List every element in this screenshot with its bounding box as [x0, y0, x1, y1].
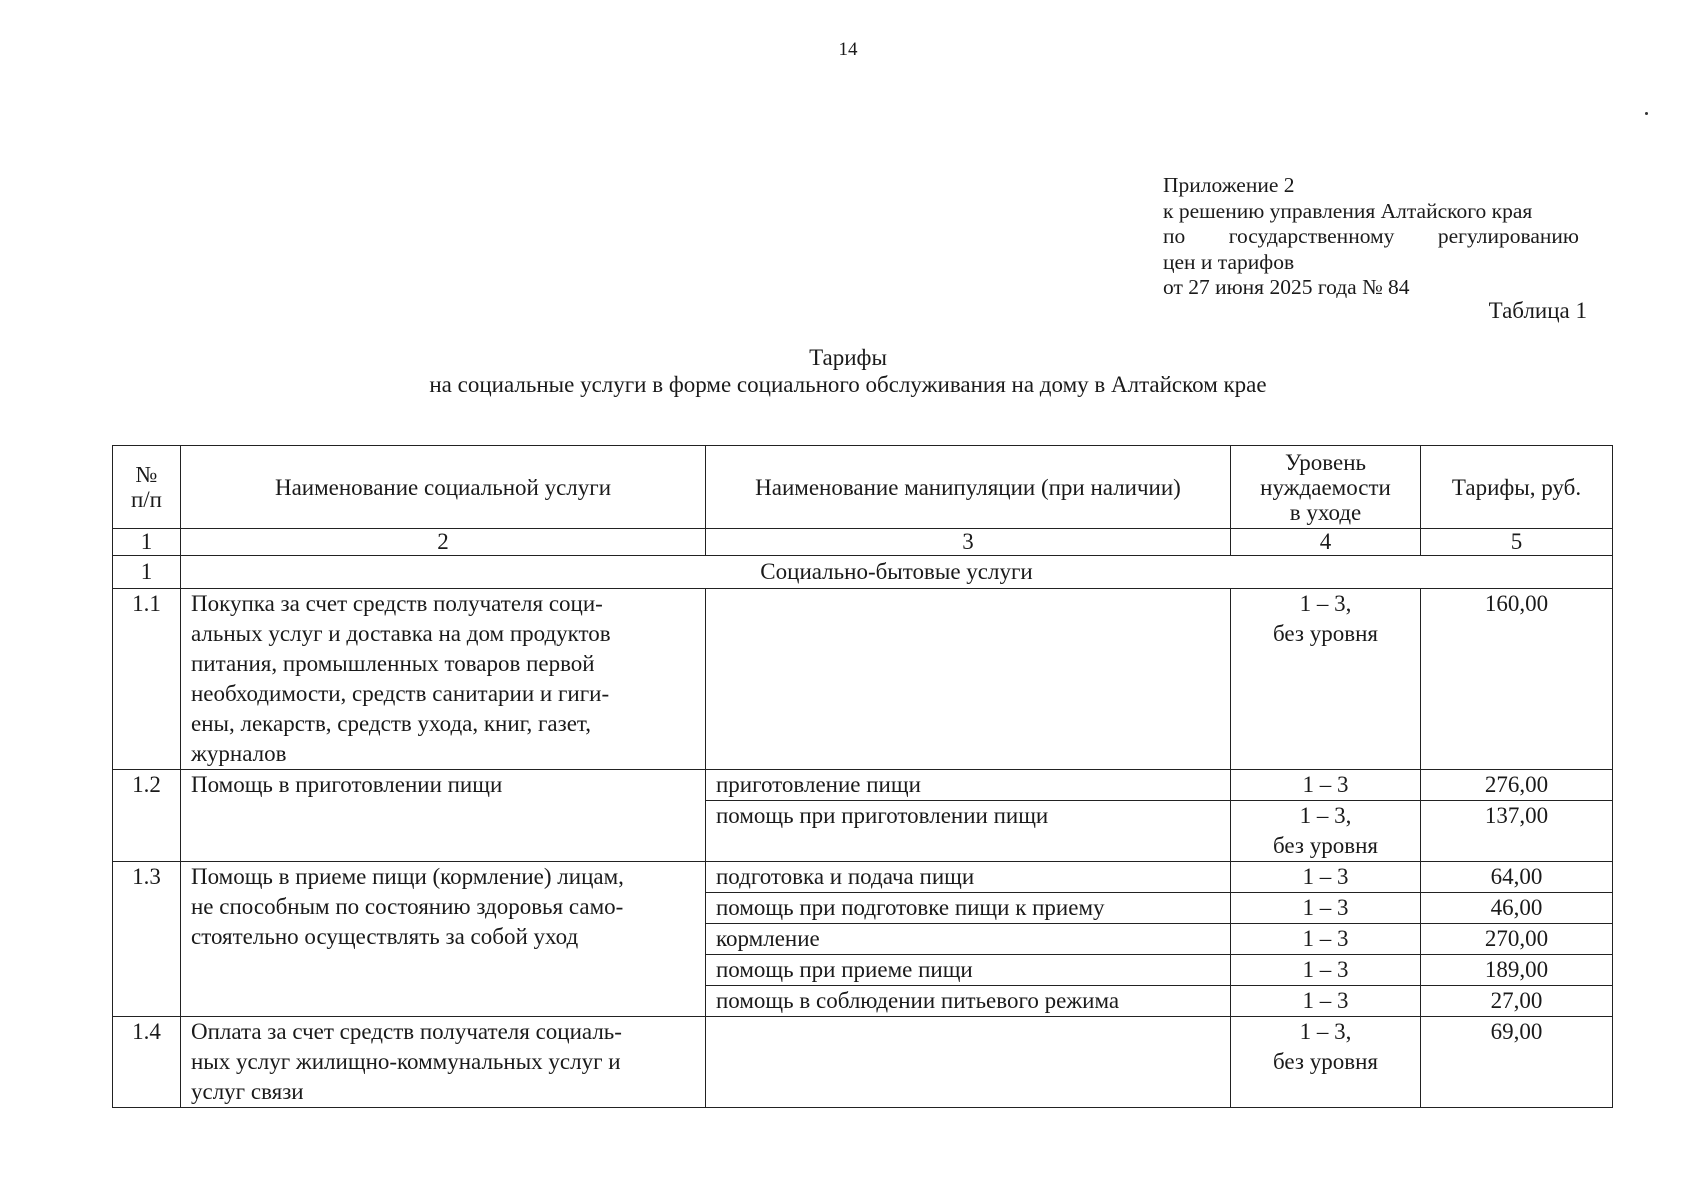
title-line-1: Тарифы: [809, 345, 887, 370]
tariff-value: 69,00: [1421, 1017, 1613, 1108]
appendix-block: [1163, 173, 1579, 301]
header-manipulation: Наименование манипуляции (при наличии): [706, 446, 1231, 529]
tariff-value: 64,00: [1421, 862, 1613, 893]
appendix-line-2: к решению управления Алтайского края: [1163, 198, 1533, 223]
manipulation-name: кормление: [706, 924, 1231, 955]
service-name: Помощь в приготовлении пищи: [181, 770, 706, 862]
need-level: 1 – 3: [1231, 893, 1421, 924]
table-header-row: [113, 446, 1613, 529]
header-level: Уровень нуждаемости в уходе: [1231, 446, 1421, 529]
tariff-value: 46,00: [1421, 893, 1613, 924]
need-level: 1 – 3, без уровня: [1231, 1017, 1421, 1108]
section-row: [113, 556, 1613, 589]
service-name: Покупка за счет средств получателя соци- альных услуг и доставка на дом продуктов питания, промышленных товаров первой необходимости, средств санитарии и гиги- ены, лекарств, средств ухода, книг, газет, журналов: [181, 589, 706, 770]
section-num: 1: [113, 556, 181, 589]
manipulation-name: помощь при приготовлении пищи: [706, 801, 1231, 862]
manipulation-name: [706, 589, 1231, 770]
manipulation-name: помощь в соблюдении питьевого режима: [706, 986, 1231, 1017]
row-num: 1.1: [113, 589, 181, 770]
tariff-value: 160,00: [1421, 589, 1613, 770]
tariff-value: 137,00: [1421, 801, 1613, 862]
table-label: Таблица 1: [1488, 298, 1587, 323]
need-level: 1 – 3: [1231, 862, 1421, 893]
appendix-line-1: Приложение 2: [1163, 173, 1295, 197]
page-number: 14: [838, 39, 858, 60]
need-level: 1 – 3: [1231, 986, 1421, 1017]
need-level: 1 – 3: [1231, 955, 1421, 986]
tariffs-table: [112, 445, 1613, 1108]
header-tariff: Тарифы, руб.: [1421, 446, 1613, 529]
row-num: 1.3: [113, 862, 181, 1017]
header-service: Наименование социальной услуги: [181, 446, 706, 529]
section-title: Социально-бытовые услуги: [181, 556, 1613, 589]
column-number: 4: [1231, 529, 1421, 556]
need-level: 1 – 3: [1231, 924, 1421, 955]
column-number: 1: [113, 529, 181, 556]
tariff-value: 189,00: [1421, 955, 1613, 986]
manipulation-name: подготовка и подача пищи: [706, 862, 1231, 893]
appendix-line-5: от 27 июня 2025 года № 84: [1163, 275, 1410, 299]
document-title: [0, 344, 1696, 398]
tariff-value: 276,00: [1421, 770, 1613, 801]
appendix-line-4: цен и тарифов: [1163, 249, 1295, 274]
need-level: 1 – 3: [1231, 770, 1421, 801]
manipulation-name: [706, 1017, 1231, 1108]
tariff-value: 270,00: [1421, 924, 1613, 955]
scan-dot: [1645, 112, 1648, 115]
table-row: [113, 770, 1613, 801]
column-number: 3: [706, 529, 1231, 556]
header-num: № п/п: [113, 446, 181, 529]
row-num: 1.4: [113, 1017, 181, 1108]
table-row: [113, 862, 1613, 893]
column-number: 2: [181, 529, 706, 556]
table-row: [113, 1017, 1613, 1108]
manipulation-name: помощь при подготовке пищи к приему: [706, 893, 1231, 924]
table-row: [113, 589, 1613, 770]
service-name: Оплата за счет средств получателя социаль- ных услуг жилищно-коммунальных услуг и услуг связи: [181, 1017, 706, 1108]
manipulation-name: помощь при приеме пищи: [706, 955, 1231, 986]
tariff-value: 27,00: [1421, 986, 1613, 1017]
row-num: 1.2: [113, 770, 181, 862]
appendix-line-3: по государственному регулированию: [1163, 224, 1579, 248]
need-level: 1 – 3, без уровня: [1231, 801, 1421, 862]
manipulation-name: приготовление пищи: [706, 770, 1231, 801]
need-level: 1 – 3, без уровня: [1231, 589, 1421, 770]
title-line-2: на социальные услуги в форме социального обслуживания на дому в Алтайском крае: [429, 372, 1267, 397]
column-number: 5: [1421, 529, 1613, 556]
service-name: Помощь в приеме пищи (кормление) лицам, не способным по состоянию здоровья само- стоятельно осуществлять за собой уход: [181, 862, 706, 1017]
column-number-row: [113, 529, 1613, 556]
